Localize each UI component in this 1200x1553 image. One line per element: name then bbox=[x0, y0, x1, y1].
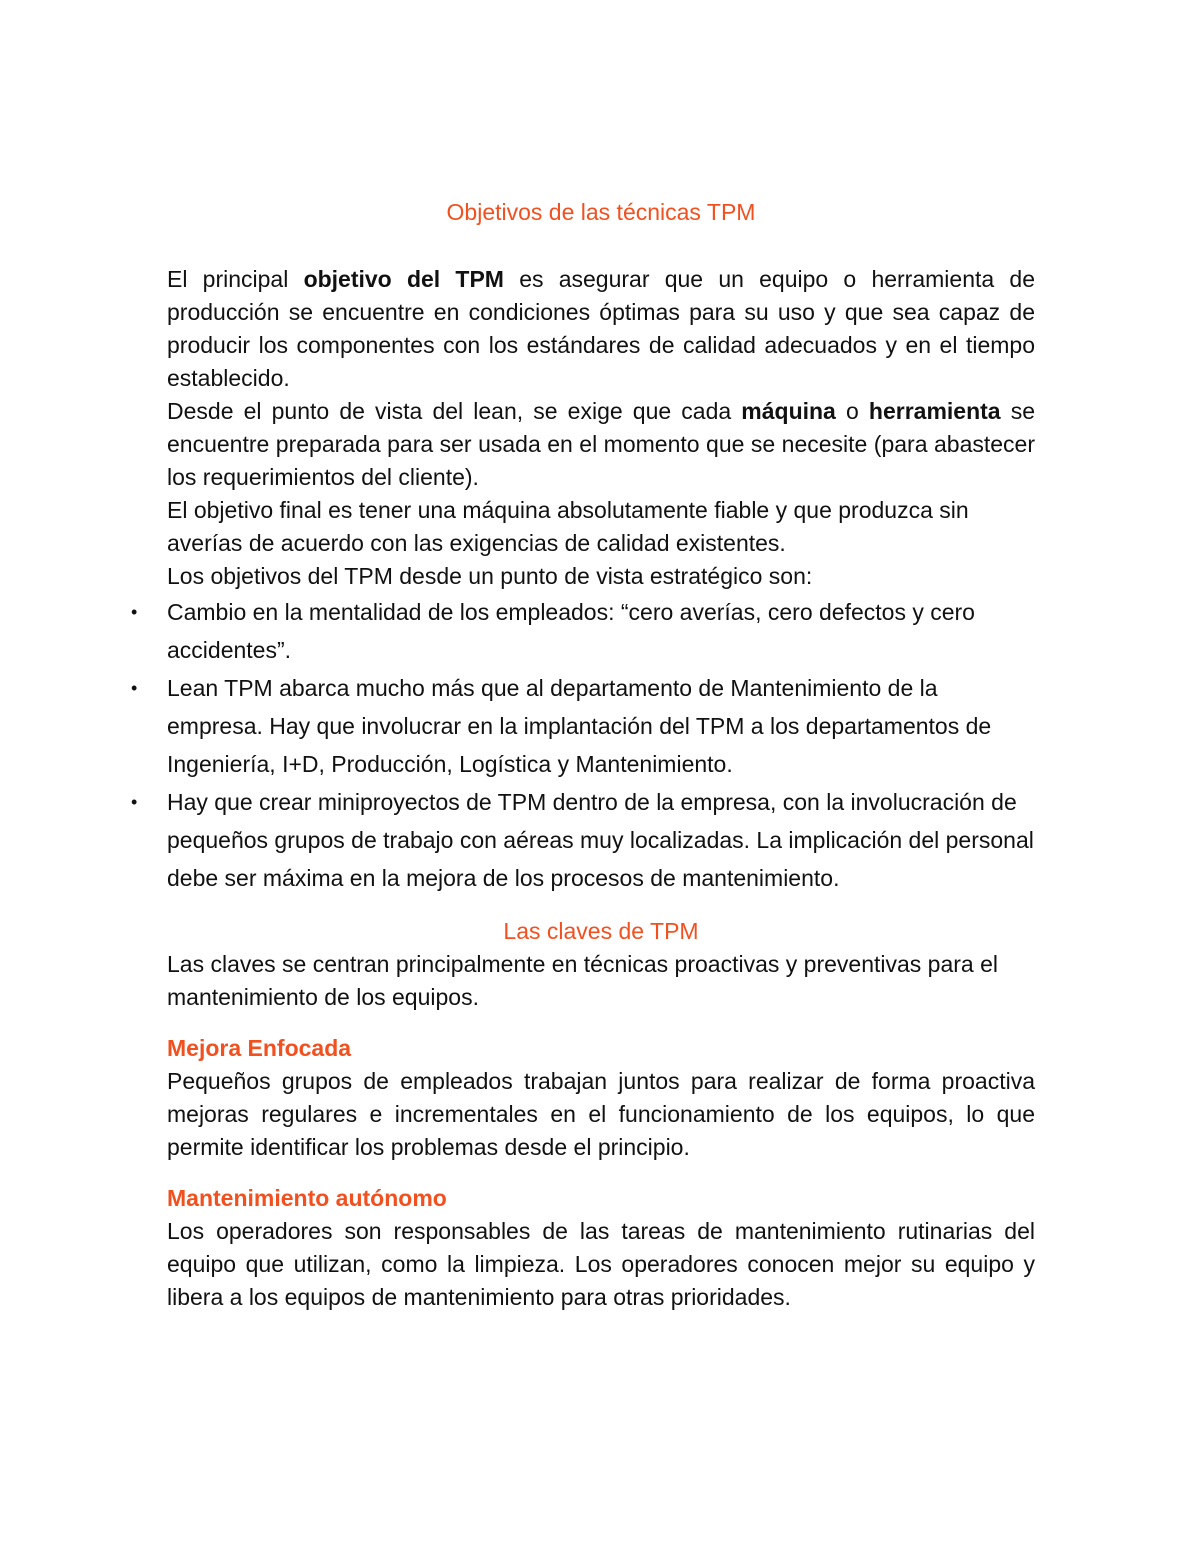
bullet-icon: • bbox=[131, 602, 138, 622]
intro-paragraph-4: Los objetivos del TPM desde un punto de vista estratégico son: bbox=[167, 563, 813, 589]
autonomo-paragraph: Los operadores son responsables de las tareas de mantenimiento rutinarias del equipo que utilizan, como la limpieza. Los operadores conocen mejor su equipo y libera a los equipos de mantenimiento para otras prioridades. bbox=[167, 1218, 1035, 1310]
intro-p2-mid: o bbox=[835, 398, 869, 424]
intro-p1-text: El principal bbox=[167, 266, 304, 292]
intro-p2-bold-herramienta: herramienta bbox=[868, 398, 1001, 424]
list-item bbox=[131, 593, 1035, 669]
list-item-text: Lean TPM abarca mucho más que al departamento de Mantenimiento de la empresa. Hay que involucrar en la implantación del TPM a los departamentos de Ingeniería, I+D, Producción, Logística y Mantenimiento. bbox=[167, 675, 992, 777]
mejora-heading: Mejora Enfocada bbox=[167, 1035, 352, 1061]
list-item bbox=[131, 783, 1035, 897]
intro-paragraph-1 bbox=[167, 263, 1035, 395]
intro-p1-bold: objetivo del TPM bbox=[303, 266, 504, 292]
list-item-text: Hay que crear miniproyectos de TPM dentro de la empresa, con la involucración de pequeños grupos de trabajo con aéreas muy localizadas. La implicación del personal debe ser máxima en la mejora de los procesos de mantenimiento. bbox=[167, 789, 1034, 891]
intro-paragraph-3: El objetivo final es tener una máquina absolutamente fiable y que produzca sin averías de acuerdo con las exigencias de calidad existentes. bbox=[167, 497, 969, 556]
list-item bbox=[131, 669, 1035, 783]
document-body bbox=[131, 196, 1035, 1314]
claves-title: Las claves de TPM bbox=[503, 918, 699, 944]
intro-p2-bold-maquina: máquina bbox=[741, 398, 836, 424]
claves-paragraph: Las claves se centran principalmente en técnicas proactivas y preventivas para el mantenimiento de los equipos. bbox=[167, 951, 998, 1010]
intro-paragraph-2 bbox=[167, 395, 1035, 494]
mejora-paragraph: Pequeños grupos de empleados trabajan juntos para realizar de forma proactiva mejoras regulares e incrementales en el funcionamiento de los equipos, lo que permite identificar los problemas desde el principio. bbox=[167, 1068, 1035, 1160]
objectives-list bbox=[131, 593, 1035, 897]
intro-p2-text-end: se encuentre preparada para ser usada en el momento que se necesite (para abastecer los requerimientos del cliente). bbox=[167, 398, 1035, 490]
list-item-text: Cambio en la mentalidad de los empleados: “cero averías, cero defectos y cero accidentes”. bbox=[167, 599, 975, 663]
bullet-icon: • bbox=[131, 792, 138, 812]
intro-p2-text: Desde el punto de vista del lean, se exige que cada bbox=[167, 398, 742, 424]
bullet-icon: • bbox=[131, 678, 138, 698]
intro-p1-text-end: es asegurar que un equipo o herramienta de producción se encuentre en condiciones óptimas para su uso y que sea capaz de producir los componentes con los estándares de calidad adecuados y en el tiempo establecido. bbox=[167, 266, 1035, 391]
page-title: Objetivos de las técnicas TPM bbox=[446, 199, 756, 225]
autonomo-heading: Mantenimiento autónomo bbox=[167, 1185, 447, 1211]
